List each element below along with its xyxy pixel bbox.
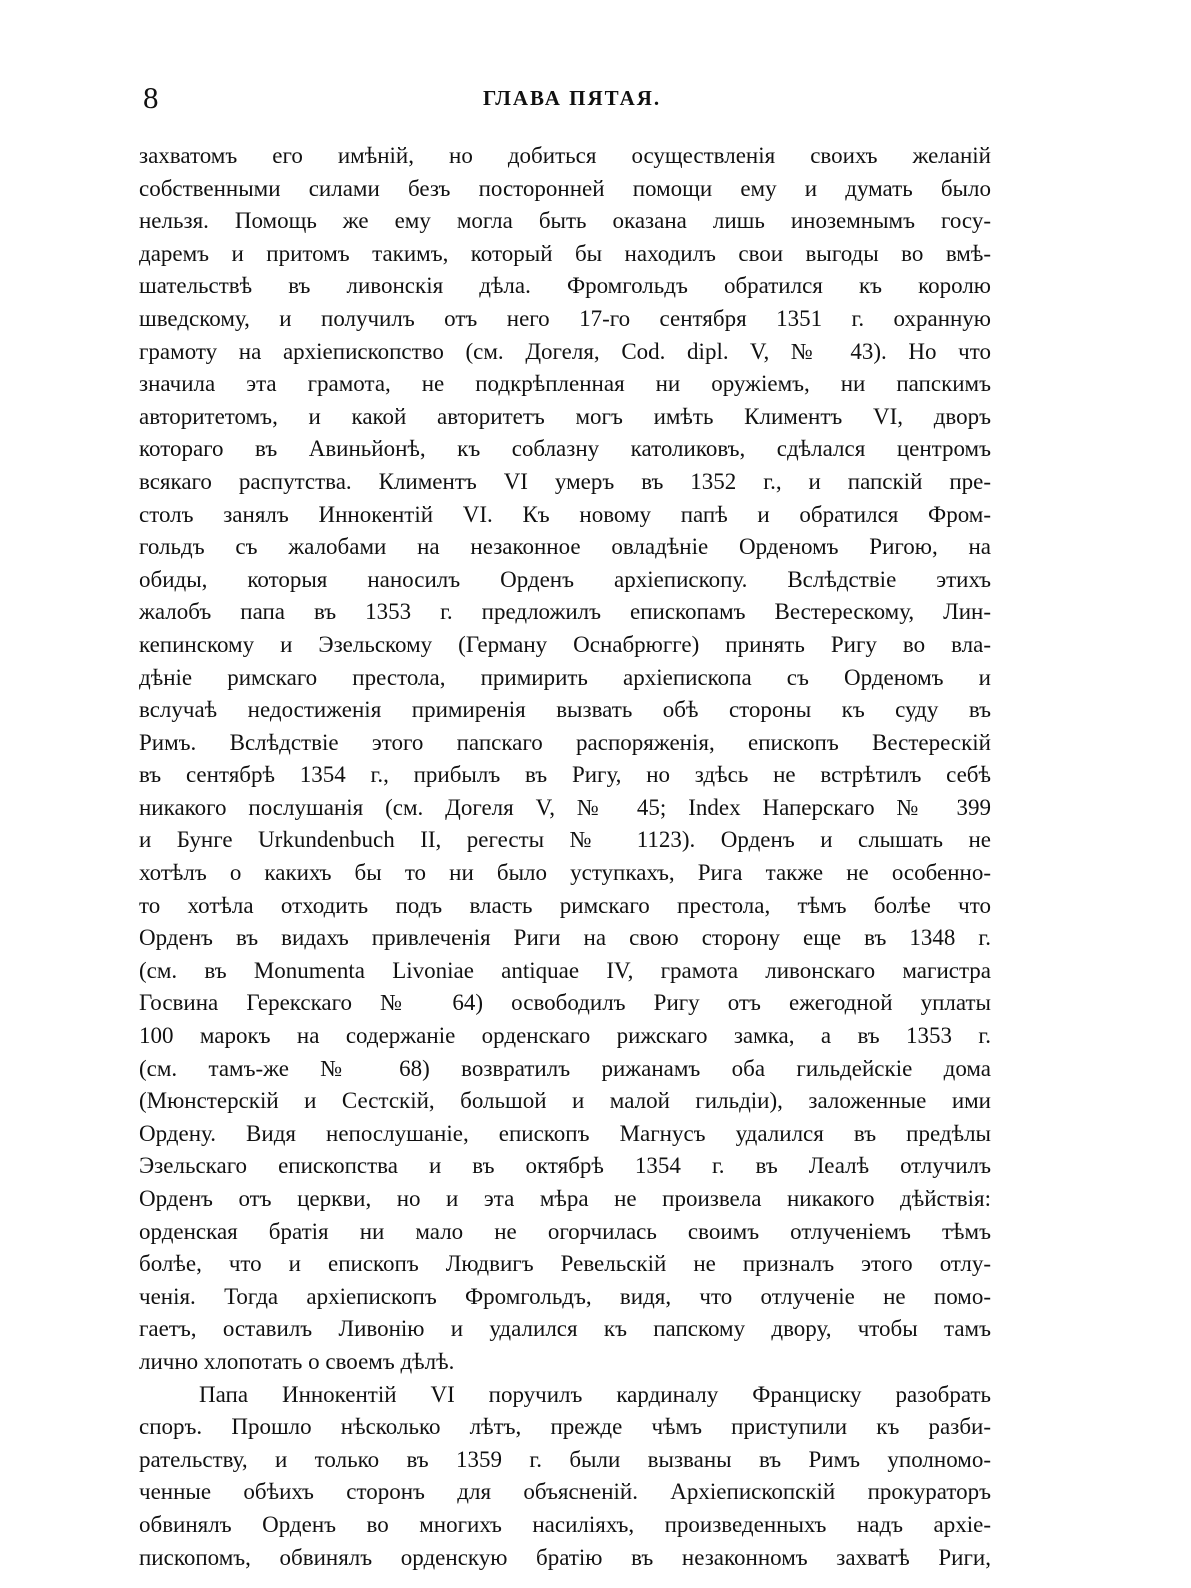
text-line: 100 марокъ на содержаніе орденскаго рижскаго замка, а въ 1353 г. bbox=[139, 1023, 991, 1049]
text-line: обвинялъ Орденъ во многихъ насиліяхъ, произведенныхъ надъ архіе- bbox=[139, 1511, 991, 1537]
paragraph-1 bbox=[139, 140, 991, 1379]
text-line: нельзя. Помощь же ему могла быть оказана лишь иноземнымъ госу- bbox=[139, 208, 991, 234]
text-line: жалобъ папа въ 1353 г. предложилъ епископамъ Вестерескому, Лин- bbox=[139, 599, 991, 625]
text-line: Папа Иннокентій VI поручилъ кардиналу Франциску разобрать bbox=[199, 1381, 991, 1407]
text-line: и Бунге Urkundenbuch II, регесты № 1123). Орденъ и слышать не bbox=[139, 827, 991, 853]
text-line: орденская братія ни мало не огорчилась своимъ отлученіемъ тѣмъ bbox=[139, 1218, 991, 1244]
text-line: гольдъ съ жалобами на незаконное овладѣніе Орденомъ Ригою, на bbox=[139, 534, 991, 560]
text-line: споръ. Прошло нѣсколько лѣтъ, прежде чѣмъ приступили къ разби- bbox=[139, 1414, 991, 1440]
text-line: никакого послушанія (см. Догеля V, № 45; Index Наперскаго № 399 bbox=[139, 794, 991, 820]
text-line: кепинскому и Эзельскому (Герману Оснабрюгге) принять Ригу во вла- bbox=[139, 631, 991, 657]
text-line: (Мюнстерскій и Сестскій, большой и малой гильдіи), заложенные ими bbox=[139, 1088, 991, 1114]
text-line: шведскому, и получилъ отъ него 17-го сентября 1351 г. охранную bbox=[139, 305, 991, 331]
text-line: Ордену. Видя непослушаніе, епископъ Магнусъ удалился въ предѣлы bbox=[139, 1120, 991, 1146]
text-line: грамоту на архіепископство (см. Догеля, Cod. dipl. V, № 43). Но что bbox=[139, 338, 991, 364]
text-line: шательствѣ въ ливонскія дѣла. Фромгольдъ обратился къ королю bbox=[139, 273, 991, 299]
text-line: ченія. Тогда архіепископъ Фромгольдъ, видя, что отлученіе не помо- bbox=[139, 1283, 991, 1309]
text-line: захватомъ его имѣній, но добиться осуществленія своихъ желаній bbox=[139, 143, 991, 168]
page-number: 8 bbox=[143, 80, 159, 115]
text-line: хотѣлъ о какихъ бы то ни было уступкахъ, Рига также не особенно- bbox=[139, 860, 991, 886]
text-line: котораго въ Авиньйонѣ, къ соблазну католиковъ, сдѣлался центромъ bbox=[139, 436, 991, 462]
text-line: ченные обѣихъ сторонъ для объясненій. Архіепископскій прокураторъ bbox=[139, 1479, 991, 1505]
text-line: пископомъ, обвинялъ орденскую братію въ незаконномъ захватѣ Риги, bbox=[139, 1544, 991, 1570]
text-line: лично хлопотать о своемъ дѣлѣ. bbox=[139, 1348, 455, 1374]
text-line: дѣніе римскаго престола, примирить архіепископа съ Орденомъ и bbox=[139, 664, 991, 690]
text-line: Орденъ въ видахъ привлеченія Риги на свою сторону еще въ 1348 г. bbox=[139, 925, 991, 951]
text-line: рательству, и только въ 1359 г. были вызваны въ Римъ уполномо- bbox=[139, 1446, 991, 1472]
text-line: столъ занялъ Иннокентій VI. Къ новому папѣ и обратился Фром- bbox=[139, 501, 991, 527]
text-line: собственными силами безъ посторонней помощи ему и думать было bbox=[139, 175, 991, 201]
text-line: авторитетомъ, и какой авторитетъ могъ имѣть Климентъ VI, дворъ bbox=[139, 403, 991, 429]
text-line: значила эта грамота, не подкрѣпленная ни оружіемъ, ни папскимъ bbox=[139, 371, 991, 397]
text-line: вслучаѣ недостиженія примиренія вызвать обѣ стороны къ суду въ bbox=[139, 697, 991, 723]
text-line: гаетъ, оставилъ Ливонію и удалился къ папскому двору, чтобы тамъ bbox=[139, 1316, 991, 1342]
text-line: даремъ и притомъ такимъ, который бы находилъ свои выгоды во вмѣ- bbox=[139, 240, 991, 266]
running-head: ГЛАВА ПЯТАЯ. bbox=[483, 86, 662, 110]
text-line: Эзельскаго епископства и въ октябрѣ 1354 г. въ Леалѣ отлучилъ bbox=[139, 1153, 991, 1179]
text-line: Орденъ отъ церкви, но и эта мѣра не произвела никакого дѣйствія: bbox=[139, 1186, 991, 1211]
text-line: Римъ. Вслѣдствіе этого папскаго распоряженія, епископъ Вестерескій bbox=[139, 729, 991, 755]
text-line: болѣе, что и епископъ Людвигъ Ревельскій не призналъ этого отлу- bbox=[139, 1251, 991, 1277]
text-line: всякаго распутства. Климентъ VI умеръ въ 1352 г., и папскій пре- bbox=[139, 468, 991, 494]
text-line: (см. въ Monumenta Livoniae antiquae IV, грамота ливонскаго магистра bbox=[139, 957, 991, 983]
text-line: (см. тамъ-же № 68) возвратилъ рижанамъ оба гильдейскіе дома bbox=[139, 1055, 991, 1081]
paragraph-2 bbox=[139, 1379, 991, 1575]
text-line: въ сентябрѣ 1354 г., прибылъ въ Ригу, но здѣсь не встрѣтилъ себѣ bbox=[139, 762, 991, 788]
text-line: Госвина Герекскаго № 64) освободилъ Ригу отъ ежегодной уплаты bbox=[139, 990, 991, 1016]
text-line: обиды, которыя наносилъ Орденъ архіепископу. Вслѣдствіе этихъ bbox=[139, 566, 991, 592]
body-text bbox=[139, 140, 991, 1574]
text-line: то хотѣла отходить подъ власть римскаго престола, тѣмъ болѣе что bbox=[139, 892, 991, 918]
